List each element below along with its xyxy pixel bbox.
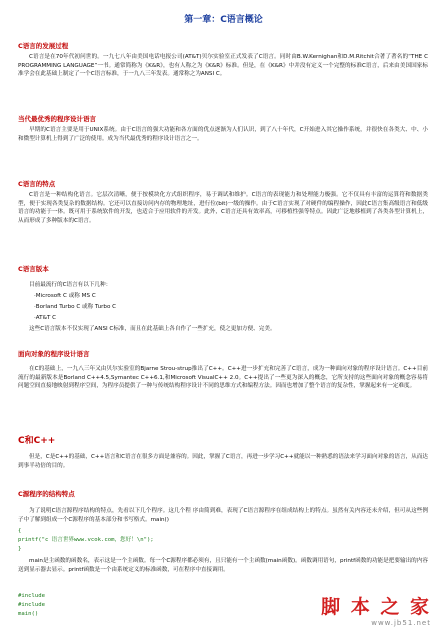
version-item: ·AT&T C <box>34 315 57 321</box>
section-heading-history: C语言的发展过程 <box>18 42 69 50</box>
code-line: #include <box>18 602 45 608</box>
code-line: #include <box>18 593 45 599</box>
code-line: } <box>18 546 22 552</box>
section-heading-c-and-cpp: C和C++ <box>18 436 56 446</box>
section-text-history: C语言是在70年代初问世的。一九七八年由美国电话电报公司(AT&T)贝尔实验室正式发表了C语言。同时由B.W.Kernighan和D.M.Ritchit合著了著名的“THE C PROGRAMMING LANGUAGE”一书。通常简称为《K&R》，也有人称之为《K&R》标准。但是，在《K&R》中并没有定义一个完整的标准C语言，后来由美国国家标准学会在此基础上制定了一个C语言标准，于一九八三年发表。通常称之为ANSI C。 <box>18 54 428 78</box>
site-watermark <box>321 592 431 627</box>
page-title: 第一章：C语言概论 <box>184 15 263 25</box>
version-item: ·Microsoft C 或称 MS C <box>34 293 96 299</box>
section-heading-best-language: 当代最优秀的程序设计语言 <box>18 115 96 123</box>
section-heading-oop: 面向对象的程序设计语言 <box>18 350 90 358</box>
versions-intro: 目前最流行的C语言有以下几种： <box>29 282 112 288</box>
section-heading-features: C语言的特点 <box>18 180 56 188</box>
section-text-best-language: 早期的C语言主要是用于UNIX系统。由于C语言的强大功能和各方面的优点逐渐为人们认识，到了八十年代，C开始进入其它操作系统，并很快在各类大、中、小和微型计算机上得到了广泛的使用。成为当代最优秀的程序设计语言之一。 <box>18 127 428 142</box>
code-line: { <box>18 528 22 534</box>
section-heading-versions: C语言版本 <box>18 265 49 273</box>
section-text-main-function: main是主函数的函数名，表示这是一个主函数。每一个C源程序都必须有，且只能有一个主函数(main函数)。函数调用语句，printf函数的功能是把要输出的内容送到显示器去显示。printf函数是一个由系统定义的标准函数，可在程序中直接调用。 <box>18 558 428 573</box>
code-line: main() <box>18 611 39 617</box>
code-line: printf("c 语言世界www.vcok.com，您好！\n"); <box>18 537 154 543</box>
section-text-c-and-cpp: 但是，C是C++的基础，C++语言和C语言在很多方面是兼容的。因此，掌握了C语言，再进一步学习C++就能以一种熟悉的语法来学习面向对象的语言，从而达到事半功倍的目的。 <box>18 454 428 469</box>
version-item: ·Borland Turbo C 或称 Turbo C <box>34 304 117 310</box>
watermark-url: www.jb51.net <box>371 619 431 627</box>
section-text-structure: 为了说明C语言源程序结构的特点，先看以下几个程序。这几个程 序由简到难，表现了C语言源程序在组成结构上的特点。虽然有关内容还未介绍，但可从这些例子中了解到组成一个C源程序的基本部分和书写格式。main() <box>18 508 428 523</box>
watermark-logo-text: 脚 本 之 家 <box>321 596 431 618</box>
versions-outro: 这些C语言版本不仅实现了ANSI C标准，而且在此基础上各自作了一些扩充，使之更加方便、完美。 <box>29 326 276 332</box>
section-text-features: C语言是一种结构化语言。它层次清晰，便于按模块化方式组织程序，易于调试和维护。C语言的表现能力和处理能力极强。它不仅具有丰富的运算符和数据类型，便于实现各类复杂的数据结构。它还可以直接访问内存的物理地址，进行位(bit)一级的操作。由于C语言实现了对硬件的编程操作，因此C语言集高级语言和低级语言的功能于一体。既可用于系统软件的开发，也适合于应用软件的开发。此外，C语言还具有效率高，可移植性强等特点。因此广泛地移植到了各类各型计算机上，从而形成了多种版本的C语言。 <box>18 192 428 224</box>
section-heading-structure: C源程序的结构特点 <box>18 490 75 498</box>
section-text-oop: 在C的基础上，一九八三年又由贝尔实验室的Bjarne Strou-strup推出了C++。C++进一步扩充和完善了C语言，成为一种面向对象的程序设计语言。C++目前流行的最新版本是Borland C++4.5,Symantec C++6.1,和Microsoft VisualC++ 2.0。C++提出了一些更为深入的概念，它所支持的这些面向对象的概念容易将问题空间直接地映射到程序空间，为程序员提供了一种与传统结构程序设计不同的思维方式和编程方法。因而也增加了整个语言的复杂性，掌握起来有一定难度。 <box>18 366 428 390</box>
